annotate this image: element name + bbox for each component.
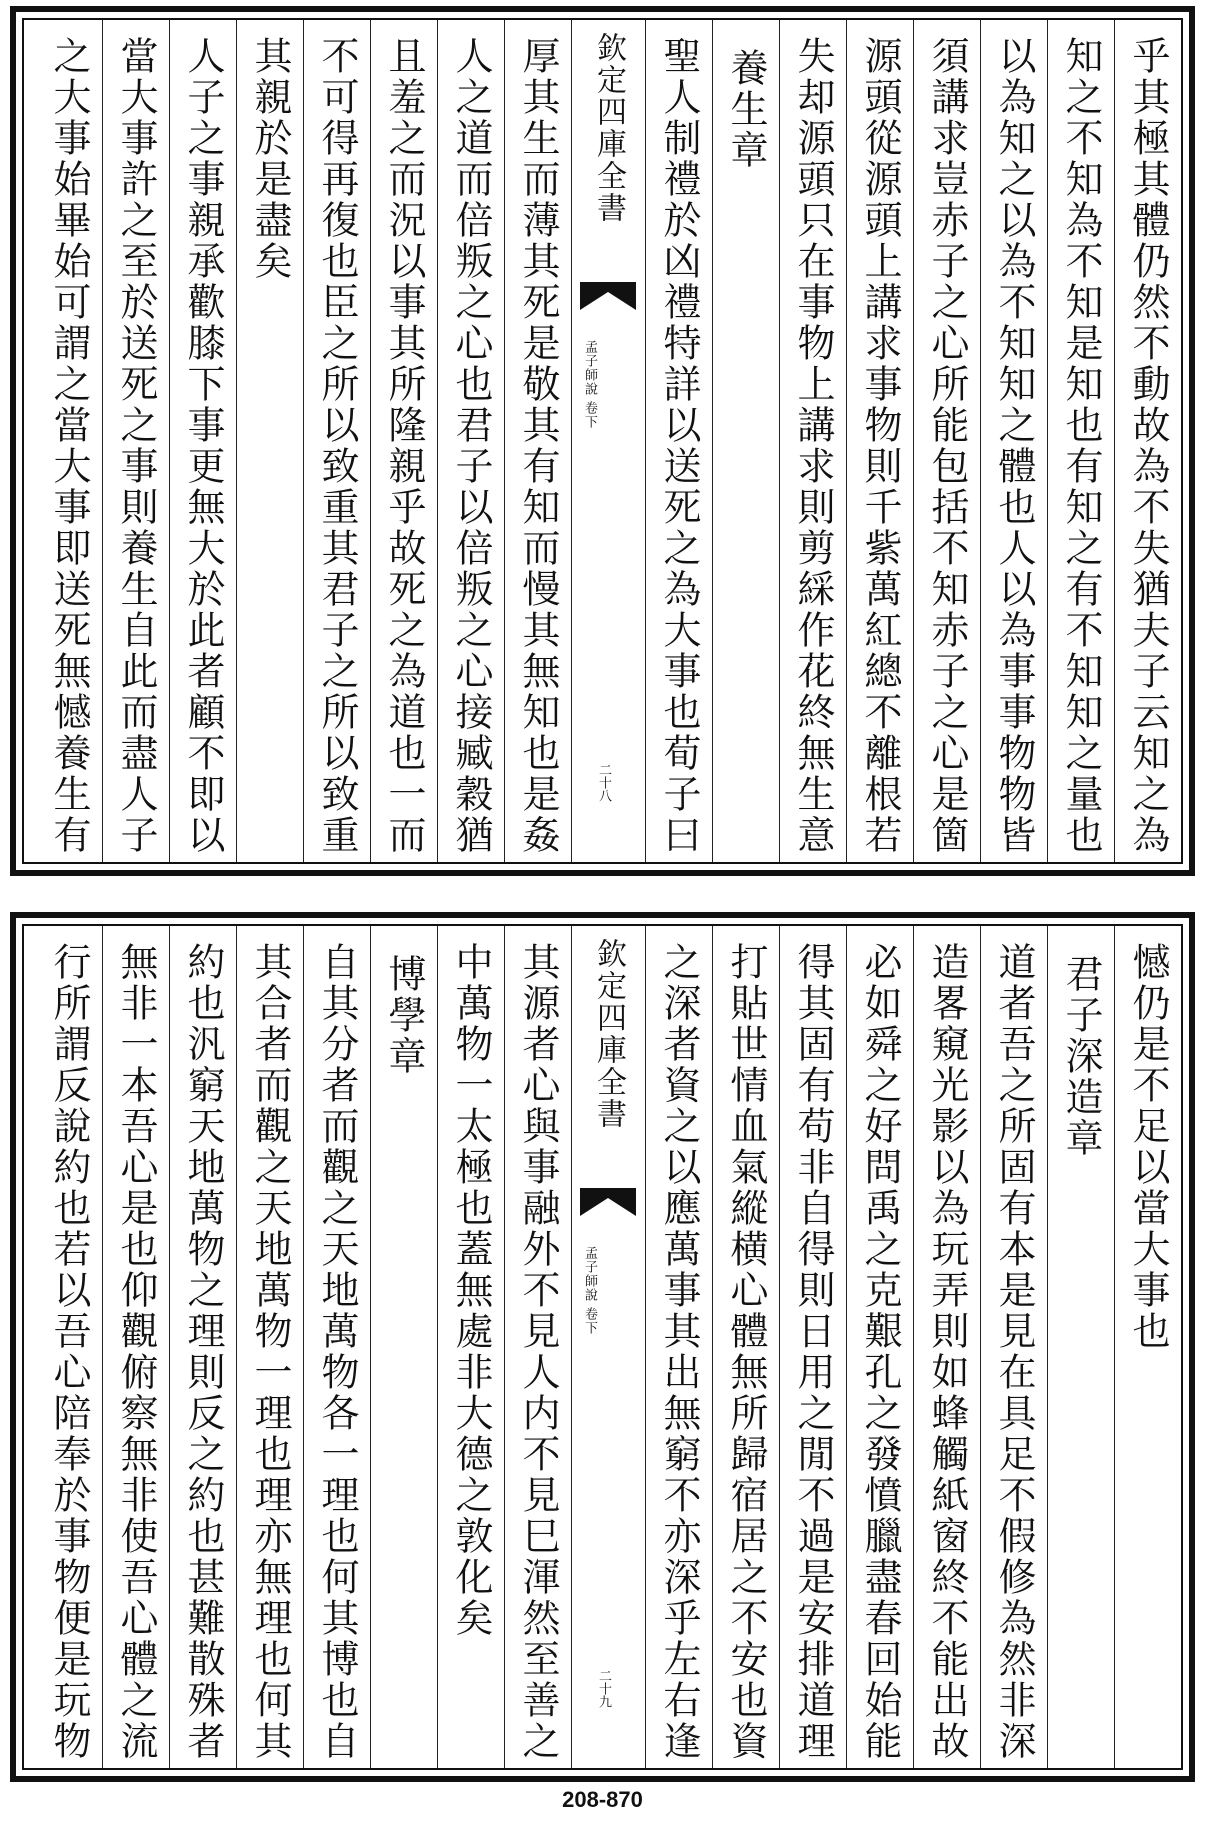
text-column: 且羞之而況以事其所隆親乎故死之為道也一而 xyxy=(370,20,437,862)
text-column: 中萬物一太極也蓋無處非大德之敦化矣 xyxy=(437,926,504,1768)
text-column: 乎其極其體仍然不動故為不失猶夫子云知之為 xyxy=(1114,20,1181,862)
collection-title: 欽定四庫全書 xyxy=(591,938,626,1130)
text-column: 行所謂反說約也若以吾心陪奉於事物便是玩物 xyxy=(47,942,91,1762)
text-column: 不可得再復也臣之所以致重其君子之所以致重 xyxy=(303,20,370,862)
text-column: 當大事許之至於送死之事則養生自此而盡人子 xyxy=(102,20,169,862)
chapter-heading: 君子深造章 xyxy=(1047,926,1114,1768)
text-column: 聖人制禮於凶禮特詳以送死之為大事也荀子曰 xyxy=(645,20,712,862)
text-column: 人之道而倍叛之心也君子以倍叛之心接臧穀猶 xyxy=(437,20,504,862)
text-column: 之大事始畢始可謂之當大事即送死無憾養生有 xyxy=(47,36,91,856)
center-fold xyxy=(571,20,645,862)
book-name: 孟子師說 xyxy=(582,340,597,396)
text-column: 其合者而觀之天地萬物一理也理亦無理也何其 xyxy=(236,926,303,1768)
text-column: 自其分者而觀之天地萬物各一理也何其博也自 xyxy=(303,926,370,1768)
chapter-heading: 博學章 xyxy=(370,926,437,1768)
book-title xyxy=(580,1246,598,1335)
text-column: 之深者資之以應萬事其出無窮不亦深乎左右逢 xyxy=(645,926,712,1768)
folio-number: 二十九 xyxy=(596,1669,611,1708)
volume-name: 卷下 xyxy=(582,401,597,430)
text-column: 失却源頭只在事物上講求則剪綵作花終無生意 xyxy=(779,20,846,862)
text-column: 其親於是盡矣 xyxy=(236,20,303,862)
page-reference: 208-870 xyxy=(562,1787,643,1812)
top-page xyxy=(10,6,1195,876)
text-column: 厚其生而薄其死是敬其有知而慢其無知也是姦 xyxy=(504,20,571,862)
text-column: 必如舜之好問禹之克艱孔之發憤臘盡春回始能 xyxy=(846,926,913,1768)
text-column: 憾仍是不足以當大事也 xyxy=(1114,926,1181,1768)
center-fold xyxy=(571,926,645,1768)
text-column: 道者吾之所固有本是見在具足不假修為然非深 xyxy=(980,926,1047,1768)
fish-tail-mark-icon xyxy=(580,282,636,310)
collection-title: 欽定四庫全書 xyxy=(591,32,626,224)
chapter-heading: 養生章 xyxy=(712,20,779,862)
fish-tail-mark-icon xyxy=(580,1188,636,1216)
volume-name: 卷下 xyxy=(582,1307,597,1336)
text-column: 其源者心與事融外不見人内不見巳渾然至善之 xyxy=(504,926,571,1768)
text-column: 知之不知為不知是知也有知之有不知知之量也 xyxy=(1047,20,1114,862)
text-column: 須講求豈赤子之心所能包括不知赤子之心是箇 xyxy=(913,20,980,862)
bottom-page xyxy=(10,912,1195,1782)
text-column: 得其固有苟非自得則日用之閒不過是安排道理 xyxy=(779,926,846,1768)
text-column: 約也汎窮天地萬物之理則反之約也甚難散殊者 xyxy=(169,926,236,1768)
bottom-page-body xyxy=(22,924,1183,1770)
top-page-body xyxy=(22,18,1183,864)
text-column: 以為知之以為不知知之體也人以為事事物物皆 xyxy=(980,20,1047,862)
text-column: 造畧窺光影以為玩弄則如蜂觸紙窗終不能出故 xyxy=(913,926,980,1768)
text-column: 人子之事親承歡膝下事更無大於此者顧不即以 xyxy=(169,20,236,862)
text-column: 打貼世情血氣縱横心體無所歸宿居之不安也資 xyxy=(712,926,779,1768)
book-title xyxy=(580,340,598,429)
text-column: 無非一本吾心是也仰觀俯察無非使吾心體之流 xyxy=(102,926,169,1768)
text-column: 源頭從源頭上講求事物則千紫萬紅總不離根若 xyxy=(846,20,913,862)
book-name: 孟子師說 xyxy=(582,1246,597,1302)
folio-number: 二十八 xyxy=(596,763,611,802)
